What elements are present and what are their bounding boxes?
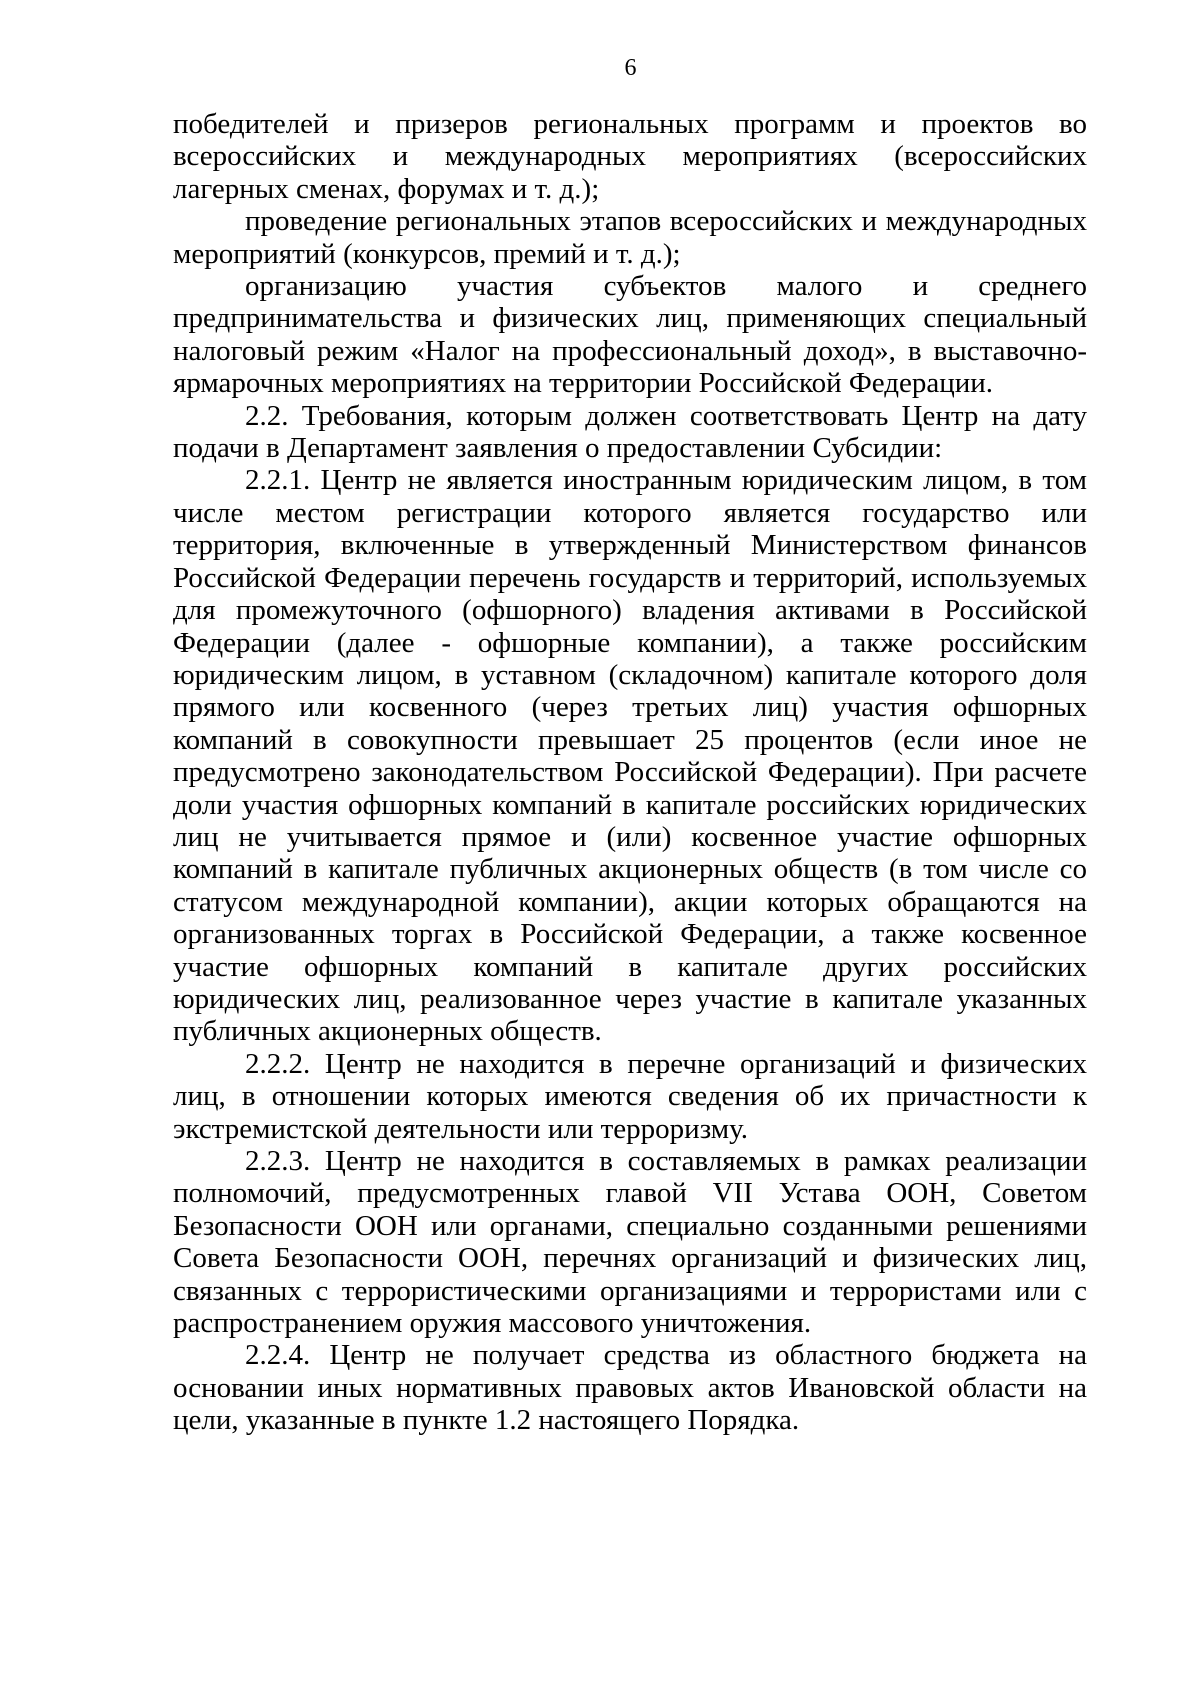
paragraph-continuation: победителей и призеров региональных программ и проектов во всероссийских и международных мероприятиях (всероссийских лагерных сменах, форумах и т. д.); <box>173 108 1087 205</box>
page-number: 6 <box>624 55 637 81</box>
paragraph-2-2-1: 2.2.1. Центр не является иностранным юридическим лицом, в том числе местом регистрации которого является государство или территория, включенные в утвержденный Министерством финансов Российской Федерации перечень государств и территорий, используемых для промежуточного (офшорного) владения активами в Российской Федерации (далее - офшорные компании), а также российским юридическим лицом, в уставном (складочном) капитале которого доля прямого или косвенного (через третьих лиц) участия офшорных компаний в совокупности превышает 25 процентов (если иное не предусмотрено законодательством Российской Федерации). При расчете доли участия офшорных компаний в капитале российских юридических лиц не учитывается прямое и (или) косвенное участие офшорных компаний в капитале публичных акционерных обществ (в том числе со статусом международной компании), акции которых обращаются на организованных торгах в Российской Федерации, а также косвенное участие офшорных компаний в капитале других российских юридических лиц, реализованное через участие в капитале указанных публичных акционерных обществ. <box>173 464 1087 1048</box>
document-body <box>173 108 1087 1437</box>
paragraph-2-2-4: 2.2.4. Центр не получает средства из областного бюджета на основании иных нормативных правовых актов Ивановской области на цели, указанные в пункте 1.2 настоящего Порядка. <box>173 1339 1087 1437</box>
paragraph-2-2-requirements: 2.2. Требования, которым должен соответствовать Центр на дату подачи в Департамент заявления о предоставлении Субсидии: <box>173 399 1087 465</box>
paragraph-2-2-2: 2.2.2. Центр не находится в перечне организаций и физических лиц, в отношении которых имеются сведения об их причастности к экстремистской деятельности или терроризму. <box>173 1047 1087 1145</box>
paragraph-2-2-3: 2.2.3. Центр не находится в составляемых в рамках реализации полномочий, предусмотренных главой VII Устава ООН, Советом Безопасности ООН или органами, специально созданными решениями Совета Безопасности ООН, перечнях организаций и физических лиц, связанных с террористическими организациями и террористами или с распространением оружия массового уничтожения. <box>173 1145 1087 1340</box>
paragraph-sme-participation: организацию участия субъектов малого и среднего предпринимательства и физических лиц, применяющих специальный налоговый режим «Налог на профессиональный доход», в выставочно-ярмарочных мероприятиях на территории Российской Федерации. <box>173 270 1087 400</box>
paragraph-regional-stages: проведение региональных этапов всероссийских и международных мероприятий (конкурсов, премий и т. д.); <box>173 205 1087 270</box>
